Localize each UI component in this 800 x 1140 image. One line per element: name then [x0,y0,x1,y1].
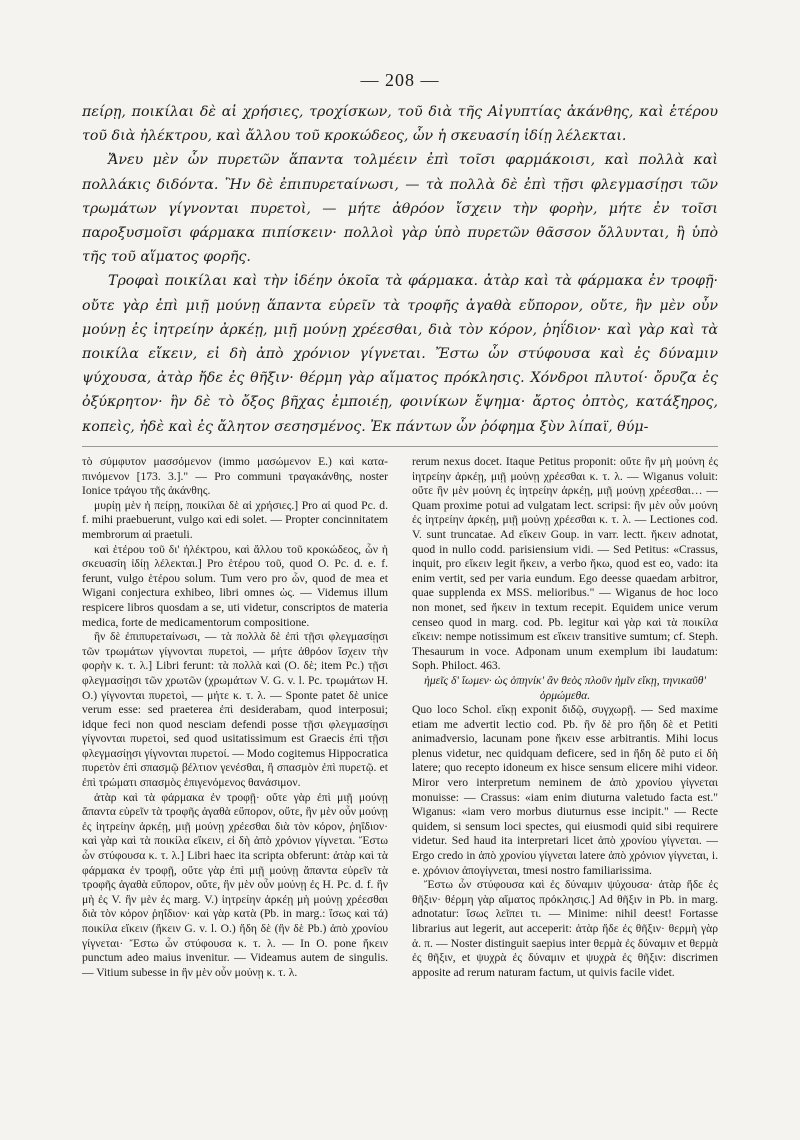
footnote: καὶ ἑτέρου τοῦ δι' ἠλέκτρου, καὶ ἄλλου τοῦ κροκώδεος, ὧν ἡ σκευασίη ἰδίῃ λέλεκται.] Pro ἑτέρου τοῦ, quod O. Pc. d. e. f. ferunt, vulgo ἑτέρου solum. Tum vero pro ὧν, quod de mea et Wigani conjectura exhibeo, libri omnes ὡς. — Videmus illum respicere libros quosdam a se, uti videtur, conscriptos de materia medica, forte de medicamentorum compositione. [82,542,388,629]
page-number: — 208 — [360,70,440,90]
footnote: rerum nexus docet. Itaque Petitus proponit: οὔτε ἣν μὴ μούνη ἐς ἰητρείην ἀρκέῃ, μιῇ μούνῃ χρέεσθαι κ. τ. λ. — Wiganus voluit: οὔτε ἣν μὲν μούνη ἐς ἰητρείην ἀρκέῃ, μιῇ μούνῃ χρέεσθαι… — Quam proxime potui ad vulgatam lect. scripsi: ἣν μὲν οὖν μούνη ἐς ἰητρείην ἀρκέῃ, μιῇ μούνῃ χρέεσθαι κ. τ. λ. — Lectiones cod. V. sunt truncatae. Ad εἴκειν Goup. in varr. lectt. ἥκειν adnotat, quod in nullo codd. parisiensium vidi. — Sed Petitus: «Crassus, inquit, pro εἴκειν legit ἥκειν, a verbo ἥκω, quod est eo, vado: ita enim vertit, sed per varia eundum. Ego deesse quaedam arbitror, quae supplenda ex MSS. melioribus." — Wiganus de hoc loco non monet, sed ἥκειν in textum recepit. Equidem unice verum censeo quod in marg. cod. Pb. legitur καὶ γὰρ καὶ τὰ ποικίλα εἴκειν: nempe notissimum est εἴκειν transitive sumtum; cf. Steph. Thesaurum in voce. Adponam unum exemplum ibi laudatum: Soph. Philoct. 463. [412,455,718,673]
paragraph: Ἄνευ μὲν ὧν πυρετῶν ἅπαντα τολμέειν ἐπὶ τοῖσι φαρμάκοισι, καὶ πολλὰ καὶ πολλάκις διδόντα. Ἢν δὲ ἐπιπυρεταίνωσι, — τὰ πολλὰ δὲ ἐπὶ τῇσι φλεγμασίῃσι τῶν τρωμάτων γίγνονται πυρετοὶ, — μήτε ἀθρόον ἴσχειν τὴν φορὴν, μήτε ἐν τοῖσι παροξυσμοῖσι φάρμακα πιπίσκειν· πολλοὶ γὰρ ὑπὸ πυρετῶν θᾶσσον ὄλλυνται, ἢ ὑπὸ τῆς τοῦ αἵματος φορῆς. [82,152,718,266]
footnote-divider [82,446,718,447]
main-greek-text [82,100,718,439]
paragraph: πείρῃ, ποικίλαι δὲ αἱ χρήσιες, τροχίσκων, τοῦ διὰ τῆς Αἰγυπτίας ἀκάνθης, καὶ ἑτέρου τοῦ διὰ ἠλέκτρου, καὶ ἄλλου τοῦ κροκώδεος, ὧν ἡ σκευασίη ἰδίῃ λέλεκται. [82,104,718,145]
footnote: μυρίῃ μὲν ἡ πείρῃ, ποικίλαι δὲ αἱ χρήσιες.] Pro αἱ quod Pc. d. f. mihi praebuerunt, vulgo καὶ edi solet. — Propter concinnitatem membrorum αἱ praetuli. [82,498,388,541]
footnotes-left-column [82,455,388,980]
paragraph: Τροφαὶ ποικίλαι καὶ τὴν ἰδέην ὁκοῖα τὰ φάρμακα. ἀτὰρ καὶ τὰ φάρμακα ἐν τροφῇ· οὔτε γὰρ ἐπὶ μιῇ μούνῃ ἅπαντα εὑρεῖν τὰ τροφῆς ἀγαθὰ εὔπορον, οὔτε, ἣν μὲν οὖν μούνῃ ἐς ἰητρείην ἀρκέῃ, μιῇ μούνῃ χρέεσθαι, διὰ τὸν κόρον, ῥηΐδιον· καὶ γὰρ καὶ τὰ ποικίλα εἴκειν, εἰ δὴ ἀπὸ χρόνιον γίγνεται. Ἔστω ὧν στύφουσα καὶ ἐς δύναμιν ψύχουσα, ἀτὰρ ἤδε ἐς θῆξιν· θέρμη γὰρ αἵματος πρόκλησις. Χόνδροι πλυτοί· ὄρυζα ἐς ὀξύκρητον· ἣν δὲ τὸ ὄξος βῆχας ἐμποιέῃ, φοινίκων ἔψημα· ἄρτος ὀπτὸς, κατάξηρος, κοπεὶς, ἠδὲ καὶ ἐς ἄλητον σεσησμένος. Ἐκ πάντων ὧν ῥόφημα ξὺν λίπαϊ, θύμ- [82,273,718,435]
footnote: Ἔστω ὧν στύφουσα καὶ ἐς δύναμιν ψύχουσα· ἀτὰρ ἤδε ἐς θῆξιν· θέρμη γὰρ αἵματος πρόκλησις.] Ad θῆξιν in Pb. in marg. adnotatur: ἴσως λεῖπει τι. — Minime: nihil deest! Fortasse librarius aut legerit, aut acceperit: ἀτὰρ ἤδε ἐς θῆξιν· θερμὴ γὰρ ἀ. π. — Noster distinguit saepius inter θερμὰ ἐς δύναμιν et θερμὰ ἐς θῆξιν, et ψυχρὰ ἐς δύναμιν et ψυχρὰ ἐς θῆξιν: discrimen apposite ad rerum naturam factum, ut quivis facile videt. [412,878,718,979]
footnote: Quo loco Schol. εἴκῃ exponit διδῷ, συγχωρῇ. — Sed maxime etiam me advertit lectio cod. Pb. ἢν δὲ pro ἤδη δὲ et Petiti animadversio, lacunam pone ἥκειν esse arbitrantis. Mihi locus plenus videtur, nec quidquam deficere, sed in ἤδη δὲ puto εἰ δὴ latere; quo recepto idoneum ex hisce sensum elicere mihi videor. Miror vero interpretum neminem de ἀπὸ χρονίου γίγνεται monuisse: — Crassus: «iam enim diuturna valetudo facta est." Wiganus: «iam vero morbus diuturnus esse incipit." — Recte quidem, si sensum loci spectes, qui eiusmodi quid sibi requirere videtur. Sed haud ita interpretari licet ἀπὸ χρονίου γίγνεται. — Ergo credo in ἀπὸ χρονίου γίγνεται latere ἀπὸ χρόνιον γίγνεται, i. e. χρόνιον ἀπογίγνεται, tmesi nostro familiarissima. [412,703,718,877]
footnote: τὸ σύμφυτον μασσόμενον (immo μασώμενον E.) καὶ κατα-πινόμενον [173. 3.]." — Pro communi τραγακάνθης, noster Ionice τράγου τῆς ἀκάνθης. [82,455,388,498]
footnotes-right-column [412,455,718,980]
quotation: ἡμεῖς δ' ἴωμεν· ὡς ὁπηνίκ' ἂν θεὸς πλοῦν ἡμῖν εἴκῃ, τηνικαῦθ' ὁρμώμεθα. [424,673,706,702]
footnote: ἢν δὲ ἐπιπυρεταίνωσι, — τὰ πολλὰ δὲ ἐπὶ τῇσι φλεγμασίῃσι τῶν τρωμάτων γίγνονται πυρετοὶ, — μήτε ἀθρόον ἴσχειν τὴν φορὴν κ. τ. λ.] Libri ferunt: τὰ πολλὰ καὶ (O. δὲ; item Pc.) τῇσι φλεγμασίῃσι τῶν χρωτῶν (χρωμάτων V. G. v. l. Pc. τρωμάτων H. O.) γίγνονται πυρετοὶ, — μήτε κ. τ. λ. — Sponte patet δὲ unice verum esse: sed praeterea ἐπὶ desiderabam, quod interposui; idque feci non quod nesciam defendi posse τῇσι φλεγμασίῃσι γίγνονται πυρετοὶ, sed quod usitatissimum est Graecis ἐπὶ τῇσι φλεγμασίῃσι γίγνονται πυρετοί. — Modo cogitemus Hippocratica πυρετὸν ἐπὶ σπασμῷ βέλτιον γενέσθαι, ἢ σπασμὸν ἐπὶ πυρετῷ. et ἐπὶ τρώματι σπασμὸς ἐπιγενόμενος θανάσιμον. [82,630,388,790]
footnote: ἀτὰρ καὶ τὰ φάρμακα ἐν τροφῇ· οὔτε γὰρ ἐπὶ μιῇ μούνῃ ἅπαντα εὑρεῖν τὰ τροφῆς ἀγαθὰ εὔπορον, οὔτε, ἣν μὲν οὖν μούνῃ ἐς ἰητρείην ἀρκέῃ, μιῇ μούνῃ χρέεσθαι διὰ τὸν κόρον, ῥηΐδιον· καὶ γὰρ καὶ τὰ ποικίλα εἴκειν, εἰ δὴ ἀπὸ χρόνιον γίγνεται. Ἔστω ὧν στύφουσα κ. τ. λ.] Libri haec ita scripta obferunt: ἀτὰρ καὶ τὰ φάρμακα ἐν τροφῇ, οὔτε γὰρ ἐπὶ μιῇ μούνῃ ἅπαντα εὑρεῖν τὰ τροφῆς ἀγαθὰ εὔπορον, οὔτε, ἣν μὲν οὖν μούνῃ ἐς Η. Pc. d. f. ἣν μὴ ἐς V. ἣν μὲν ἐς marg. V.) ἰητρείην ἀρκέῃ μὴ μούνῃ χρέεσθαι διὰ τὸν κόρον ῥηΐδιον· καὶ γὰρ κατὰ (Pb. in marg.: ἴσως καὶ τά) ποικίλα εἴκειν (ἥκειν G. v. l. O.) ἤδη δὲ (ἢν δὲ Pb.) ἀπὸ χρονίου γίγνεται· Ἔστω ὧν στύφουσα κ. τ. λ. — In O. pone ἥκειν punctum adeo maius invenitur. — Videamus autem de singulis. — Vitium subesse in ἣν μὲν οὖν μούνῃ κ. τ. λ. [82,790,388,979]
